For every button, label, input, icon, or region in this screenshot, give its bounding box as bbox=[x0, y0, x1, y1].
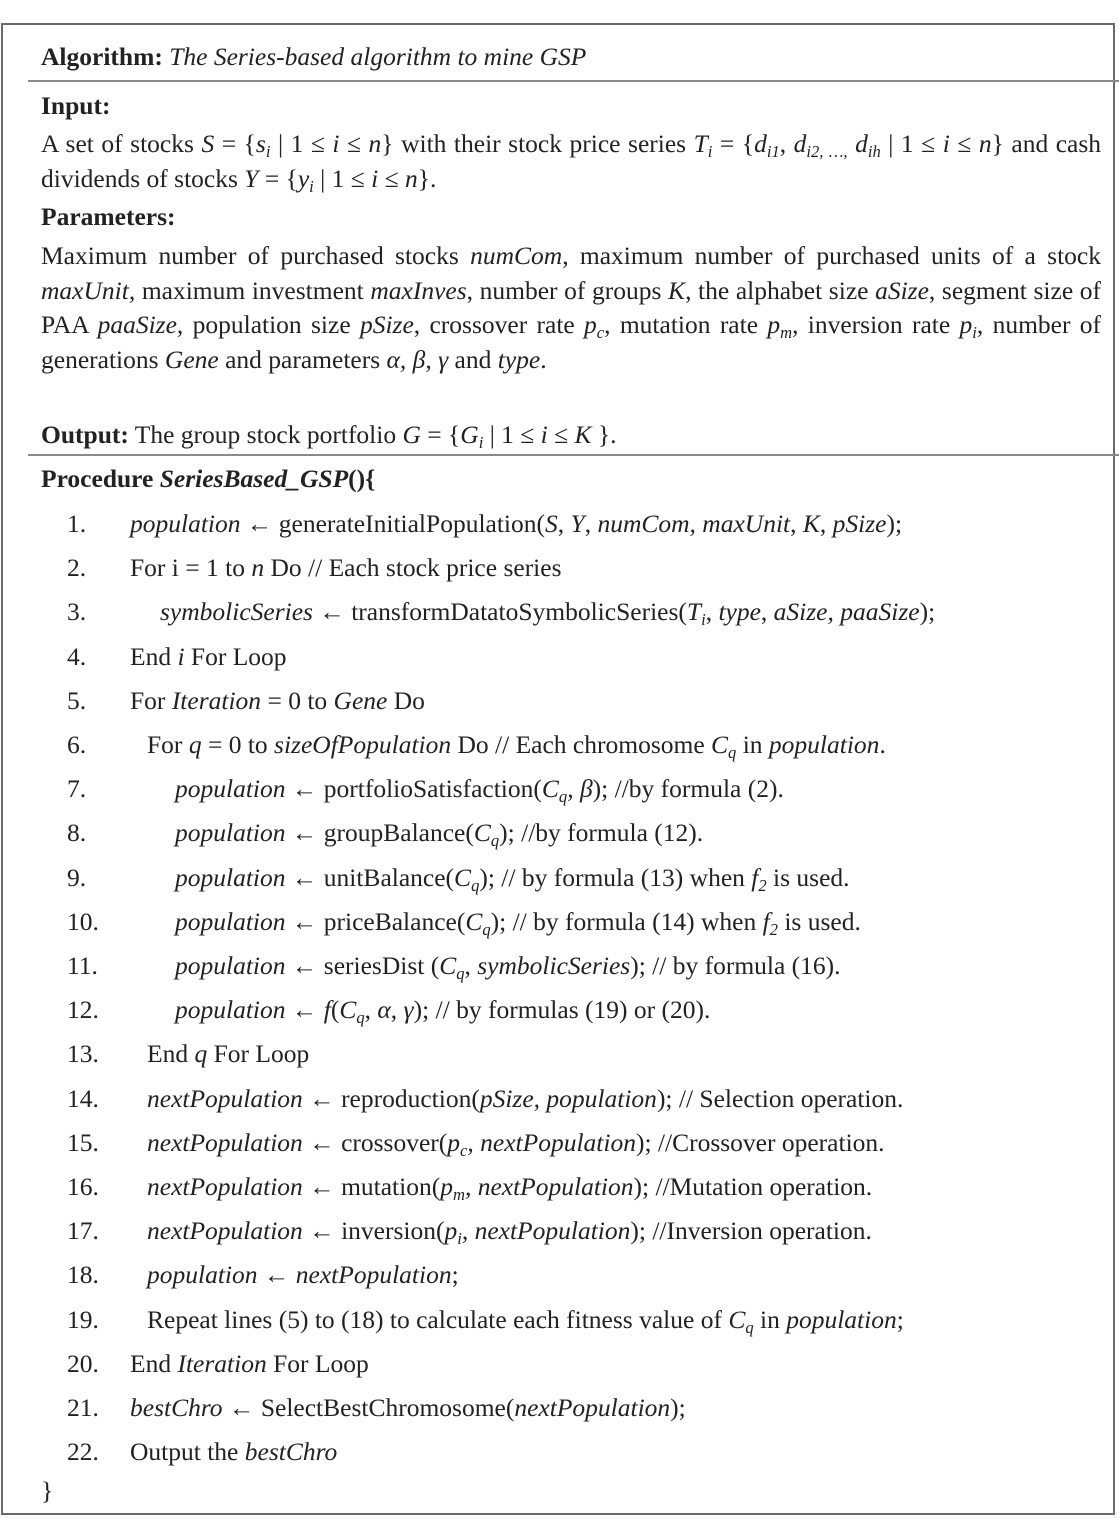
line-number: 14. bbox=[67, 1083, 99, 1113]
line-content: For q = 0 to sizeOfPopulation Do // Each chromosome $C_q$ in population. bbox=[147, 730, 886, 762]
parameters-description: Maximum number of purchased stocks numCom, maximum number of purchased units of a stock maxUnit, maximum investment maxInves, number of groups K, the alphabet size aSize, segment size of PAA paaSize, population size pSize, crossover rate $p_c$, mutation rate $p_m$, inversion rate $p_i$, number of generations Gene and parameters α, β, γ and type. bbox=[41, 241, 1102, 374]
input-heading bbox=[41, 89, 110, 124]
output-label: Output: bbox=[41, 420, 129, 449]
line-content: nextPopulation ← $inversion(p_i$, nextPopulation); //Inversion operation. bbox=[147, 1216, 872, 1249]
line-number: 11. bbox=[67, 951, 98, 980]
procedure-header bbox=[41, 462, 375, 497]
line-number: 18. bbox=[67, 1260, 99, 1290]
line-content: End i For Loop bbox=[130, 641, 287, 671]
line-number: 20. bbox=[67, 1348, 99, 1378]
line-content: population ← $f(C_q$, α, γ); // by formulas (19) or (20). bbox=[175, 995, 711, 1028]
line-content: nextPopulation ← reproduction(pSize, population); // Selection operation. bbox=[147, 1083, 904, 1113]
line-number: 6. bbox=[67, 730, 87, 759]
line-content: nextPopulation ← $mutation(p_m$, nextPopulation); //Mutation operation. bbox=[147, 1172, 873, 1204]
line-content: population ← generateInitialPopulation(S, Y, numCom, maxUnit, K, pSize); bbox=[130, 509, 903, 538]
line-content: For i = 1 to n Do // Each stock price series bbox=[130, 553, 562, 583]
line-number: 19. bbox=[67, 1304, 99, 1334]
line-content: population ← nextPopulation; bbox=[147, 1260, 459, 1290]
line-content: For Iteration = 0 to Gene Do bbox=[130, 685, 425, 715]
line-number: 1. bbox=[67, 509, 87, 538]
divider-output bbox=[28, 454, 1119, 456]
line-number: 5. bbox=[67, 685, 87, 715]
line-content: population ← $portfolioSatisfaction(C_q$, β); //by formula (2). bbox=[175, 774, 784, 807]
parameters-label: Parameters: bbox=[41, 202, 176, 231]
line-content: symbolicSeries ← $transformDatatoSymbolicSeries(T_i$, type, aSize, paaSize); bbox=[160, 597, 936, 630]
procedure-name: SeriesBased_GSP bbox=[159, 464, 349, 493]
line-number: 10. bbox=[67, 906, 99, 936]
input-description: A set of stocks $S = \{s_i$ | 1 ≤ i ≤ n} with their stock price series $T_i = \{d_{i1}$, $d_{i2, \dots,}$ $d_{ih}$ | 1 ≤ i ≤ n} and cash dividends of stocks $Y = \{y_i$ | 1 ≤ i ≤ n}. bbox=[41, 129, 1102, 196]
algorithm-header bbox=[41, 40, 586, 75]
line-number: 22. bbox=[67, 1437, 99, 1467]
line-number: 3. bbox=[67, 597, 87, 627]
line-number: 16. bbox=[67, 1172, 99, 1201]
line-content: population ← $groupBalance(C_q)$; //by formula (12). bbox=[175, 818, 704, 851]
algorithm-label: Algorithm: bbox=[41, 42, 163, 71]
procedure-label: Procedure bbox=[41, 464, 160, 493]
divider-header bbox=[28, 80, 1119, 82]
line-content: bestChro ← SelectBestChromosome(nextPopulation); bbox=[130, 1393, 686, 1422]
line-number: 17. bbox=[67, 1216, 99, 1246]
procedure-signature: (){ bbox=[348, 464, 376, 493]
algorithm-title: The Series-based algorithm to mine GSP bbox=[169, 42, 587, 71]
input-label: Input: bbox=[41, 91, 111, 120]
line-content: nextPopulation ← $crossover(p_c$, nextPopulation); //Crossover operation. bbox=[147, 1127, 885, 1160]
output-line bbox=[41, 418, 617, 453]
line-content: Repeat lines (5) to (18) to calculate each fitness value of $C_q$ in population; bbox=[147, 1304, 904, 1337]
line-number: 13. bbox=[67, 1039, 99, 1069]
line-number: 12. bbox=[67, 995, 99, 1025]
line-number: 21. bbox=[67, 1393, 99, 1422]
line-content: population ← seriesDist ($C_q$, symbolicSeries); // by formula (16). bbox=[175, 951, 841, 983]
line-content: population ← $priceBalance(C_q)$; // by formula (14) when $f_2$ is used. bbox=[175, 906, 861, 939]
line-content: End q For Loop bbox=[147, 1039, 310, 1069]
line-content: population ← $unitBalance(C_q)$; // by formula (13) when $f_2$ is used. bbox=[175, 862, 850, 895]
line-number: 8. bbox=[67, 818, 87, 848]
line-number: 2. bbox=[67, 553, 87, 583]
parameters-heading bbox=[41, 200, 176, 235]
line-number: 4. bbox=[67, 641, 87, 671]
procedure-closing-brace: } bbox=[41, 1476, 54, 1505]
line-content: Output the bestChro bbox=[130, 1437, 338, 1467]
output-description: The group stock portfolio $G = \{G_i$ | 1 ≤ i ≤ K }. bbox=[128, 420, 617, 452]
line-content: End Iteration For Loop bbox=[130, 1348, 369, 1378]
line-number: 15. bbox=[67, 1127, 99, 1157]
line-number: 7. bbox=[67, 774, 87, 804]
line-number: 9. bbox=[67, 862, 87, 892]
